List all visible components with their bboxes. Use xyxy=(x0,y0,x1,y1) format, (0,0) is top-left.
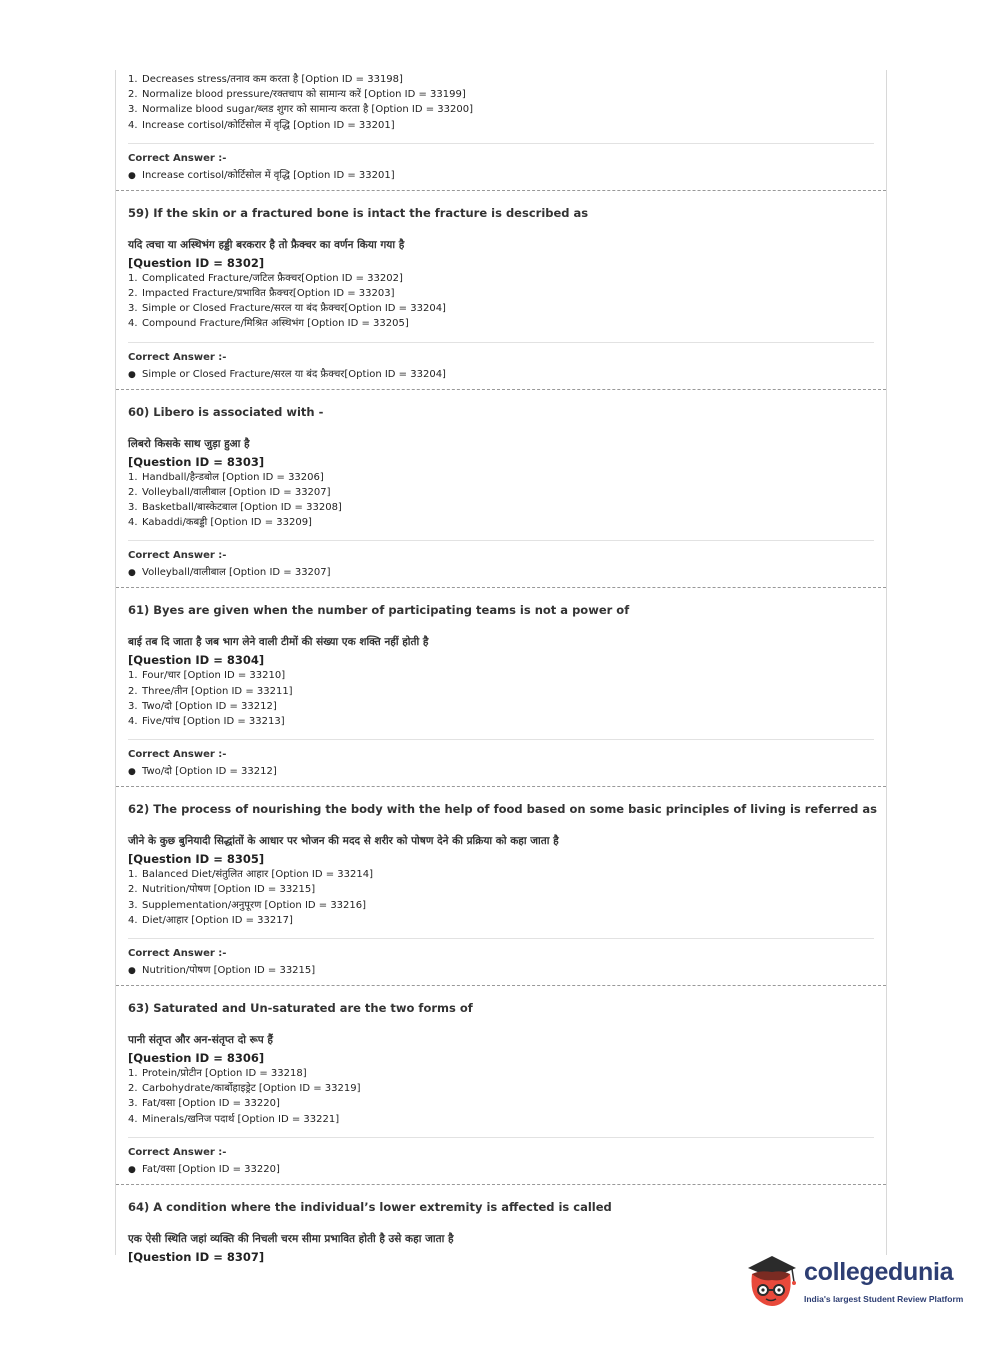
option-number: 1. xyxy=(128,471,138,483)
option-text: Complicated Fracture/जटिल फ्रैक्चर[Option ID = 33202] xyxy=(142,272,403,284)
option-number: 4. xyxy=(128,1113,138,1125)
option-number: 4. xyxy=(128,119,138,131)
question-block xyxy=(116,602,886,780)
option-number: 2. xyxy=(128,288,138,300)
option-item xyxy=(128,1081,874,1096)
correct-answer-text: Increase cortisol/कोर्टिसोल में वृद्धि [Option ID = 33201] xyxy=(142,169,395,181)
option-text: Kabaddi/कबड्डी [Option ID = 33209] xyxy=(142,517,312,529)
option-number: 3. xyxy=(128,899,138,911)
divider xyxy=(128,739,874,740)
logo-tagline: India's largest Student Review Platform xyxy=(804,1294,964,1304)
previous-question-tail xyxy=(116,70,886,184)
question-title: 59) If the skin or a fractured bone is intact the fracture is described as xyxy=(128,205,589,220)
question-id: [Question ID = 8304] xyxy=(128,653,265,668)
option-number: 1. xyxy=(128,670,138,682)
question-hindi: जीने के कुछ बुनियादी सिद्धांतों के आधार पर भोजन की मदद से शरीर को पोषण देने की प्रक्रिया को कहा जाता है xyxy=(128,835,559,848)
option-number: 1. xyxy=(128,74,138,85)
option-item xyxy=(128,87,874,102)
option-number: 4. xyxy=(128,914,138,926)
option-list xyxy=(128,668,874,729)
option-item xyxy=(128,1112,874,1127)
option-item xyxy=(128,913,874,928)
option-text: Handball/हैन्डबोल [Option ID = 33206] xyxy=(142,471,324,483)
option-number: 4. xyxy=(128,318,138,330)
option-number: 1. xyxy=(128,869,138,881)
option-number: 2. xyxy=(128,1083,138,1095)
bullet-icon: ● xyxy=(128,1164,136,1175)
correct-answer-text: Fat/वसा [Option ID = 33220] xyxy=(142,1163,280,1175)
option-text: Diet/आहार [Option ID = 33217] xyxy=(142,914,293,926)
option-number: 4. xyxy=(128,716,138,728)
question-hindi: एक ऐसी स्थिति जहां व्यक्ति की निचली चरम सीमा प्रभावित होती है उसे कहा जाता है xyxy=(128,1232,454,1245)
correct-answer-label: Correct Answer :- xyxy=(128,550,227,562)
option-item xyxy=(128,515,874,530)
correct-answer-text: Two/दो [Option ID = 33212] xyxy=(142,766,277,778)
option-number: 1. xyxy=(128,1068,138,1080)
option-number: 2. xyxy=(128,89,138,101)
question-title: 62) The process of nourishing the body with the help of food based on some basic principles of living is referred as xyxy=(128,802,878,817)
option-number: 3. xyxy=(128,700,138,712)
option-item xyxy=(128,714,874,729)
option-item xyxy=(128,316,874,331)
option-text: Decreases stress/तनाव कम करता है [Option ID = 33198] xyxy=(142,74,403,85)
option-text: Two/दो [Option ID = 33212] xyxy=(142,700,277,712)
bullet-icon: ● xyxy=(128,966,136,977)
question-block xyxy=(116,1000,886,1178)
correct-answer-text: Nutrition/पोषण [Option ID = 33215] xyxy=(142,965,316,977)
correct-answer-label: Correct Answer :- xyxy=(128,152,227,164)
collegedunia-logo xyxy=(742,1252,972,1314)
bullet-icon: ● xyxy=(128,170,136,181)
divider xyxy=(128,1137,874,1138)
option-text: Carbohydrate/कार्बोहाइड्रेट [Option ID = 33219] xyxy=(142,1083,361,1095)
question-block xyxy=(116,801,886,979)
option-text: Minerals/खनिज पदार्थ [Option ID = 33221] xyxy=(142,1113,340,1125)
option-item xyxy=(128,867,874,882)
question-divider xyxy=(116,786,886,787)
option-number: 3. xyxy=(128,502,138,514)
correct-answer-text: Simple or Closed Fracture/सरल या बंद फ्रैक्चर[Option ID = 33204] xyxy=(142,368,446,380)
option-item xyxy=(128,470,874,485)
option-item xyxy=(128,898,874,913)
question-divider xyxy=(116,389,886,390)
option-number: 3. xyxy=(128,104,138,116)
question-id: [Question ID = 8307] xyxy=(128,1249,265,1264)
question-divider xyxy=(116,1184,886,1185)
correct-answer-text: Volleyball/वालीबाल [Option ID = 33207] xyxy=(142,567,331,579)
option-item xyxy=(128,1066,874,1081)
option-number: 2. xyxy=(128,486,138,498)
question-block xyxy=(116,404,886,582)
logo-wordmark: collegedunia xyxy=(804,1258,954,1286)
question-hindi: पानी संतृप्त और अन-संतृप्त दो रूप हैं xyxy=(128,1034,274,1047)
question-block xyxy=(116,205,886,383)
option-text: Normalize blood sugar/ब्लड शुगर को सामान्य करता है [Option ID = 33200] xyxy=(142,104,473,116)
option-number: 2. xyxy=(128,884,138,896)
correct-answer xyxy=(128,963,874,979)
divider xyxy=(128,342,874,343)
option-item xyxy=(128,286,874,301)
divider xyxy=(128,938,874,939)
question-title: 61) Byes are given when the number of participating teams is not a power of xyxy=(128,603,630,618)
bullet-icon: ● xyxy=(128,568,136,579)
option-text: Simple or Closed Fracture/सरल या बंद फ्रैक्चर[Option ID = 33204] xyxy=(142,303,446,315)
option-number: 2. xyxy=(128,685,138,697)
option-item xyxy=(128,500,874,515)
option-text: Increase cortisol/कोर्टिसोल में वृद्धि [Option ID = 33201] xyxy=(142,119,395,131)
option-number: 3. xyxy=(128,1098,138,1110)
option-item xyxy=(128,301,874,316)
option-number: 1. xyxy=(128,272,138,284)
option-item xyxy=(128,699,874,714)
option-text: Volleyball/वालीबाल [Option ID = 33207] xyxy=(142,486,331,498)
correct-answer xyxy=(128,764,874,780)
question-title: 60) Libero is associated with - xyxy=(128,404,324,419)
option-list xyxy=(128,867,874,928)
option-text: Protein/प्रोटीन [Option ID = 33218] xyxy=(142,1068,307,1080)
divider xyxy=(128,540,874,541)
option-list xyxy=(128,1066,874,1127)
question-hindi: यदि त्वचा या अस्थिभंग हड्डी बरकरार है तो फ्रैक्चर का वर्णन किया गया है xyxy=(128,238,405,251)
option-text: Impacted Fracture/प्रभावित फ्रैक्चर[Option ID = 33203] xyxy=(142,288,395,300)
mascot-icon xyxy=(742,1252,800,1310)
correct-answer xyxy=(128,367,874,383)
question-id: [Question ID = 8302] xyxy=(128,255,265,270)
question-id: [Question ID = 8303] xyxy=(128,454,265,469)
option-text: Supplementation/अनुपूरण [Option ID = 33216] xyxy=(142,899,367,911)
divider xyxy=(128,143,874,144)
question-hindi: बाई तब दि जाता है जब भाग लेने वाली टीमों की संख्या एक शक्ति नहीं होती है xyxy=(128,636,429,649)
correct-answer xyxy=(128,1162,874,1178)
option-item xyxy=(128,1096,874,1111)
option-text: Nutrition/पोषण [Option ID = 33215] xyxy=(142,884,316,896)
correct-answer-label: Correct Answer :- xyxy=(128,1146,227,1158)
option-item xyxy=(128,485,874,500)
option-text: Five/पांच [Option ID = 33213] xyxy=(142,716,285,728)
option-list xyxy=(128,470,874,531)
option-text: Three/तीन [Option ID = 33211] xyxy=(142,685,293,697)
option-text: Balanced Diet/संतुलित आहार [Option ID = 33214] xyxy=(142,869,373,881)
question-id: [Question ID = 8306] xyxy=(128,1051,265,1066)
option-list xyxy=(128,271,874,332)
correct-answer xyxy=(128,565,874,581)
question-list xyxy=(116,190,886,1265)
option-list xyxy=(128,72,874,133)
question-title: 63) Saturated and Un-saturated are the two forms of xyxy=(128,1001,473,1016)
question-divider xyxy=(116,190,886,191)
option-item xyxy=(128,72,874,87)
correct-answer-label: Correct Answer :- xyxy=(128,948,227,960)
correct-answer-label: Correct Answer :- xyxy=(128,749,227,761)
option-item xyxy=(128,102,874,117)
bullet-icon: ● xyxy=(128,369,136,380)
correct-answer xyxy=(128,168,874,184)
question-title: 64) A condition where the individual’s lower extremity is affected is called xyxy=(128,1199,612,1214)
option-item xyxy=(128,118,874,133)
option-item xyxy=(128,684,874,699)
option-item xyxy=(128,668,874,683)
option-text: Fat/वसा [Option ID = 33220] xyxy=(142,1098,280,1110)
option-text: Four/चार [Option ID = 33210] xyxy=(142,670,286,682)
option-number: 4. xyxy=(128,517,138,529)
question-id: [Question ID = 8305] xyxy=(128,852,265,867)
correct-answer-label: Correct Answer :- xyxy=(128,351,227,363)
option-text: Basketball/बास्केटबाल [Option ID = 33208] xyxy=(142,502,342,514)
bullet-icon: ● xyxy=(128,767,136,778)
question-hindi: लिबरो किसके साथ जुड़ा हुआ है xyxy=(128,437,250,450)
option-text: Normalize blood pressure/रक्तचाप को सामान्य करें [Option ID = 33199] xyxy=(142,89,466,101)
option-item xyxy=(128,271,874,286)
question-divider xyxy=(116,985,886,986)
option-text: Compound Fracture/मिश्रित अस्थिभंग [Option ID = 33205] xyxy=(142,318,409,330)
option-item xyxy=(128,882,874,897)
question-divider xyxy=(116,587,886,588)
option-number: 3. xyxy=(128,303,138,315)
question-paper-page xyxy=(115,70,887,1264)
